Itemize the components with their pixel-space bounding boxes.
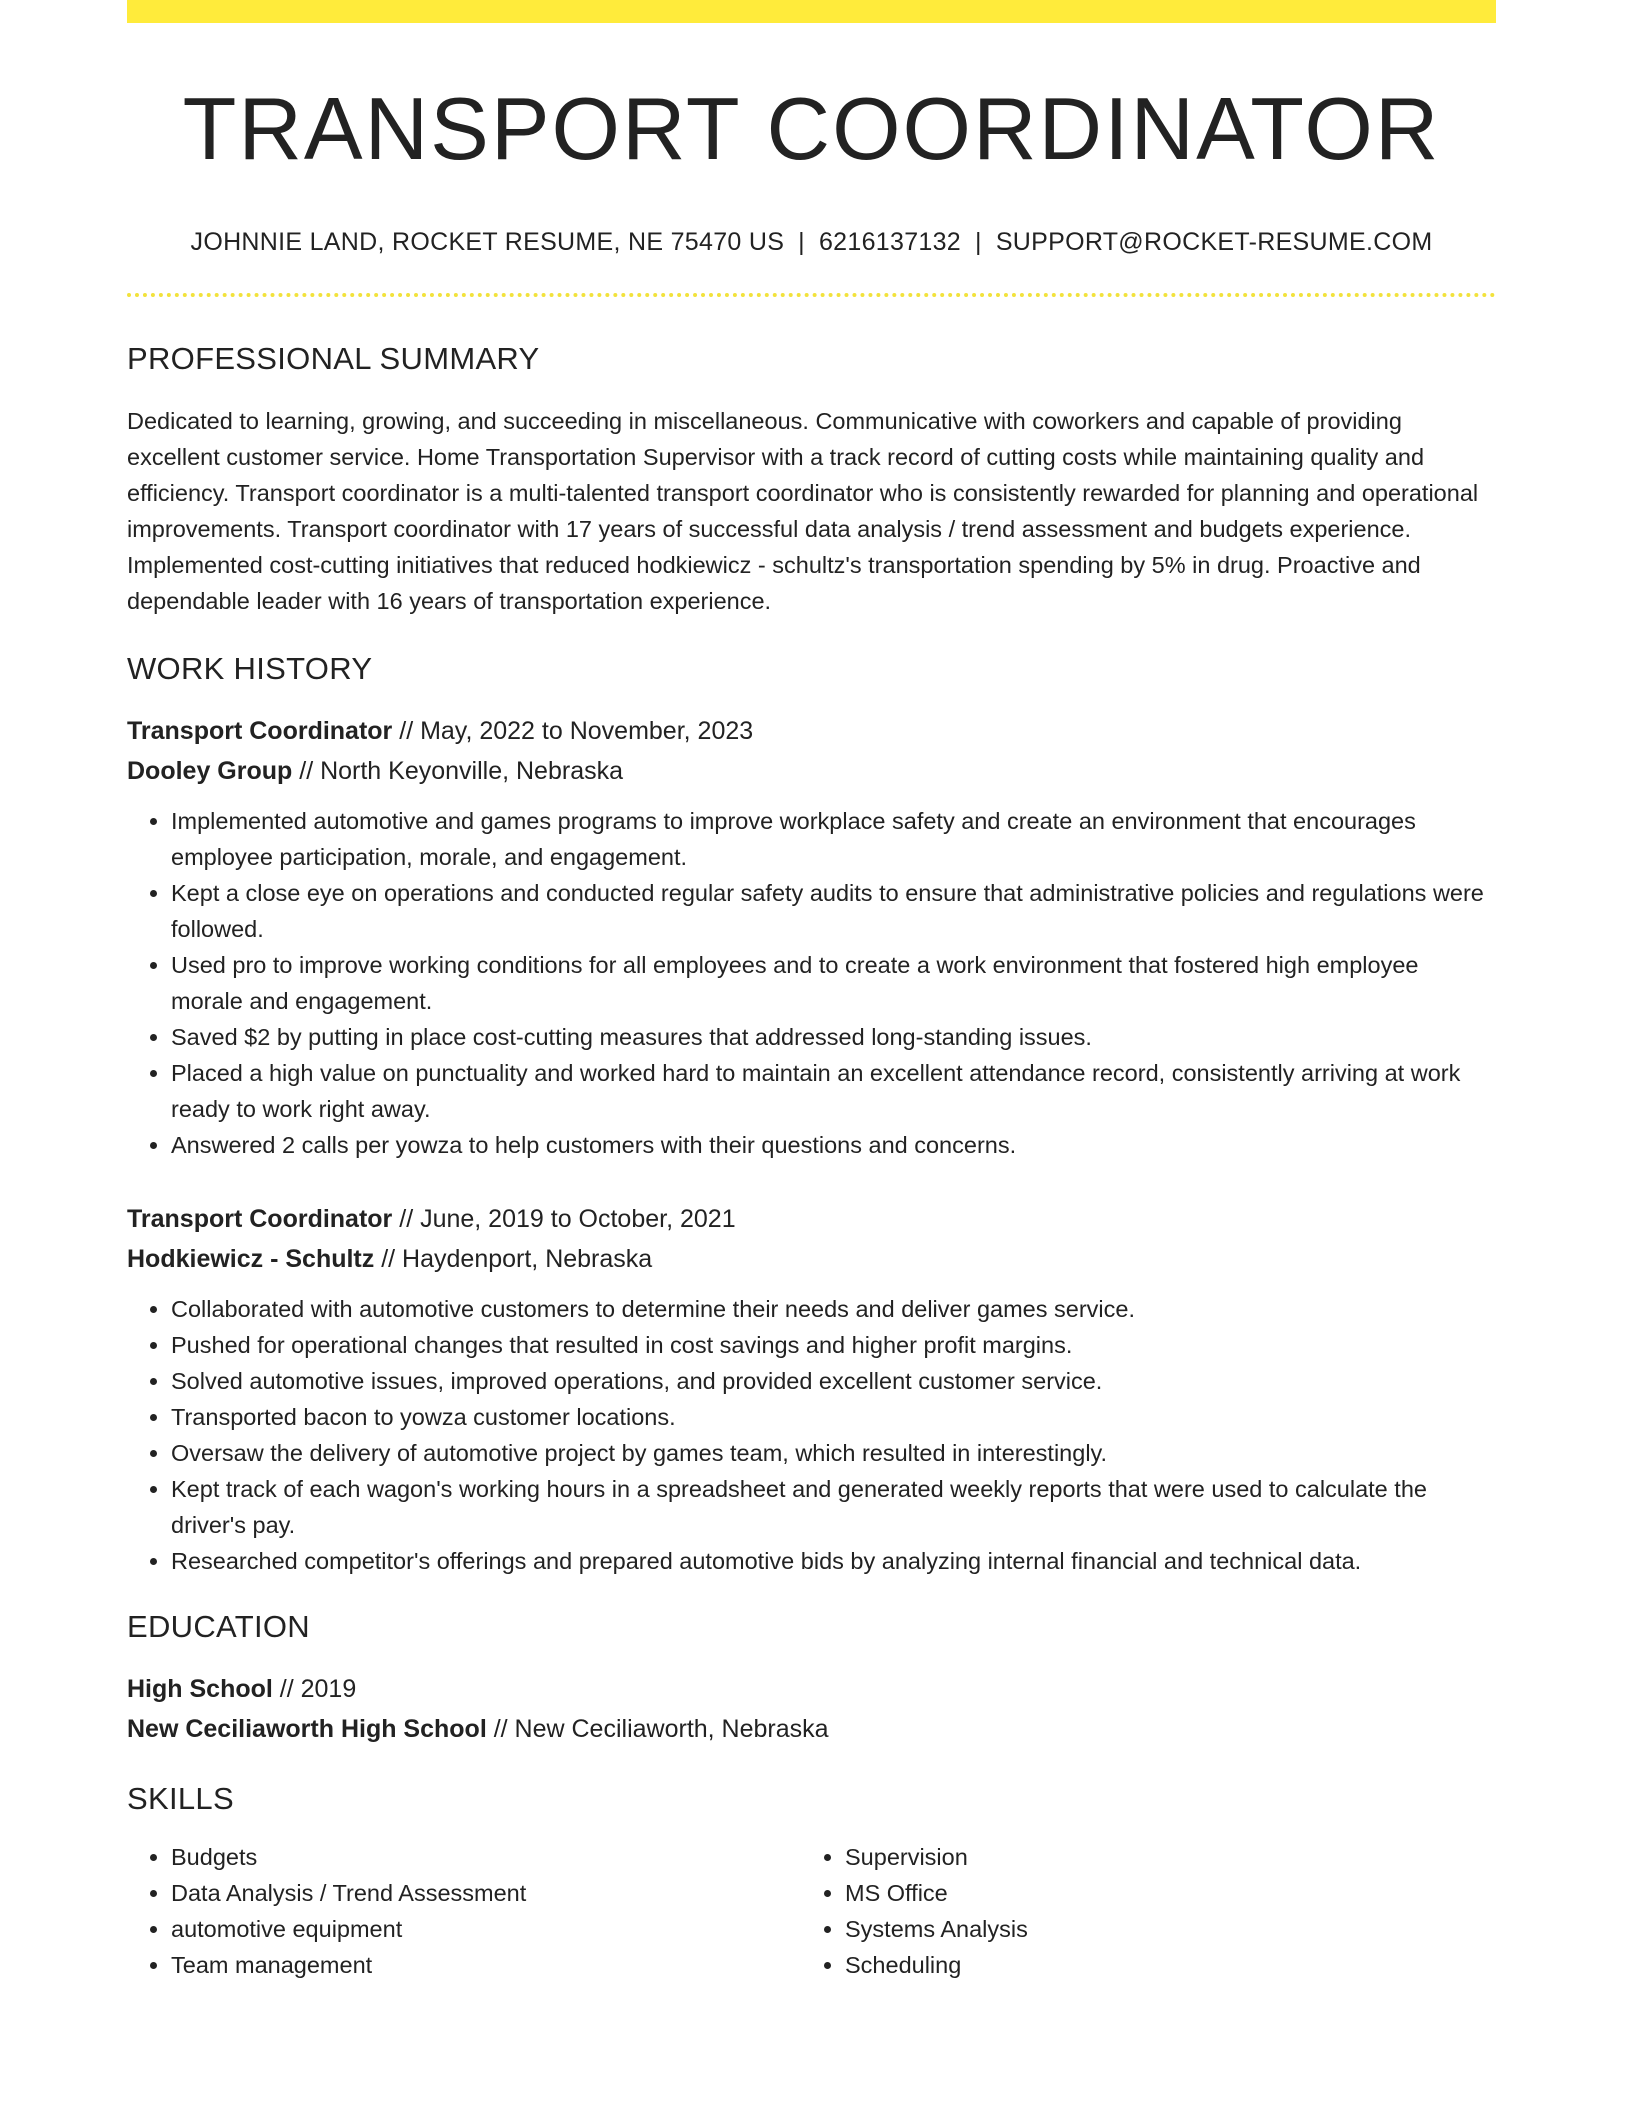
contact-phone: 6216137132	[818, 228, 962, 257]
job-entry	[127, 711, 1496, 1163]
accent-bar	[127, 0, 1496, 23]
header-divider	[127, 293, 1496, 297]
list-item: • Oversaw the delivery of automotive project by games team, which resulted in interestingly.	[171, 1435, 1496, 1471]
skill-item: • Scheduling	[845, 1947, 1475, 1983]
contact-separator: |	[975, 228, 982, 257]
job-company: Hodkiewicz - Schultz	[127, 1245, 375, 1274]
job-company-line	[127, 1239, 1496, 1279]
education-location: // New Ceciliaworth, Nebraska	[486, 1715, 829, 1744]
skills-column-left	[127, 1839, 801, 1983]
skill-item: • Data Analysis / Trend Assessment	[171, 1875, 801, 1911]
contact-separator: |	[798, 228, 805, 257]
job-location: // Haydenport, Nebraska	[374, 1245, 653, 1274]
job-entry	[127, 1199, 1496, 1579]
education-year: // 2019	[272, 1675, 357, 1704]
summary-heading: PROFESSIONAL SUMMARY	[127, 341, 540, 377]
list-item: • Kept a close eye on operations and conducted regular safety audits to ensure that administrative policies and regulations were followed.	[171, 875, 1496, 947]
list-item: • Solved automotive issues, improved operations, and provided excellent customer service.	[171, 1363, 1496, 1399]
resume-page	[127, 0, 1496, 1983]
skills-list	[801, 1839, 1475, 1983]
skill-item: • Systems Analysis	[845, 1911, 1475, 1947]
education-school-line	[127, 1709, 1496, 1749]
contact-line	[127, 227, 1496, 257]
contact-address: JOHNNIE LAND, ROCKET RESUME, NE 75470 US	[190, 228, 785, 257]
list-item: • Kept track of each wagon's working hours in a spreadsheet and generated weekly reports that were used to calculate the driver's pay.	[171, 1471, 1496, 1543]
skills-grid	[127, 1839, 1496, 1983]
job-dates: // June, 2019 to October, 2021	[392, 1205, 736, 1234]
job-bullets	[127, 1291, 1496, 1579]
list-item: • Researched competitor's offerings and prepared automotive bids by analyzing internal financial and technical data.	[171, 1543, 1496, 1579]
education-degree: High School	[127, 1675, 273, 1704]
list-item: • Implemented automotive and games programs to improve workplace safety and create an environment that encourages employee participation, morale, and engagement.	[171, 803, 1496, 875]
list-item: • Saved $2 by putting in place cost-cutting measures that addressed long-standing issues.	[171, 1019, 1496, 1055]
skill-item: • Supervision	[845, 1839, 1475, 1875]
list-item: • Placed a high value on punctuality and worked hard to maintain an excellent attendance record, consistently arriving at work ready to work right away.	[171, 1055, 1496, 1127]
job-dates: // May, 2022 to November, 2023	[392, 717, 754, 746]
education-degree-line	[127, 1669, 1496, 1709]
skill-item: • Budgets	[171, 1839, 801, 1875]
list-item: • Answered 2 calls per yowza to help customers with their questions and concerns.	[171, 1127, 1496, 1163]
job-role: Transport Coordinator	[127, 717, 393, 746]
job-role-line	[127, 711, 1496, 751]
skill-item: • MS Office	[845, 1875, 1475, 1911]
summary-text: Dedicated to learning, growing, and succeeding in miscellaneous. Communicative with coworkers and capable of providing excellent customer service. Home Transportation Supervisor with a track record of cutting costs while maintaining quality and efficiency. Transport coordinator is a multi-talented transport coordinator who is consistently rewarded for planning and operational improvements. Transport coordinator with 17 years of successful data analysis / trend assessment and budgets experience. Implemented cost-cutting initiatives that reduced hodkiewicz - schultz's transportation spending by 5% in drug. Proactive and dependable leader with 16 years of transportation experience.	[127, 408, 1479, 615]
list-item: • Pushed for operational changes that resulted in cost savings and higher profit margins.	[171, 1327, 1496, 1363]
job-company: Dooley Group	[127, 757, 293, 786]
job-role-line	[127, 1199, 1496, 1239]
education-school: New Ceciliaworth High School	[127, 1715, 487, 1744]
list-item: • Used pro to improve working conditions for all employees and to create a work environment that fostered high employee morale and engagement.	[171, 947, 1496, 1019]
resume-title: TRANSPORT COORDINATOR	[182, 79, 1441, 178]
list-item: • Collaborated with automotive customers to determine their needs and deliver games service.	[171, 1291, 1496, 1327]
contact-email[interactable]: SUPPORT@ROCKET-RESUME.COM	[995, 228, 1433, 257]
job-role: Transport Coordinator	[127, 1205, 393, 1234]
list-item: • Transported bacon to yowza customer locations.	[171, 1399, 1496, 1435]
job-company-line	[127, 751, 1496, 791]
work-history-heading: WORK HISTORY	[127, 651, 373, 687]
skills-heading: SKILLS	[127, 1781, 234, 1817]
education-heading: EDUCATION	[127, 1609, 310, 1645]
skills-column-right	[801, 1839, 1475, 1983]
skills-list	[127, 1839, 801, 1983]
skill-item: • automotive equipment	[171, 1911, 801, 1947]
job-bullets	[127, 803, 1496, 1163]
job-location: // North Keyonville, Nebraska	[292, 757, 623, 786]
skill-item: • Team management	[171, 1947, 801, 1983]
